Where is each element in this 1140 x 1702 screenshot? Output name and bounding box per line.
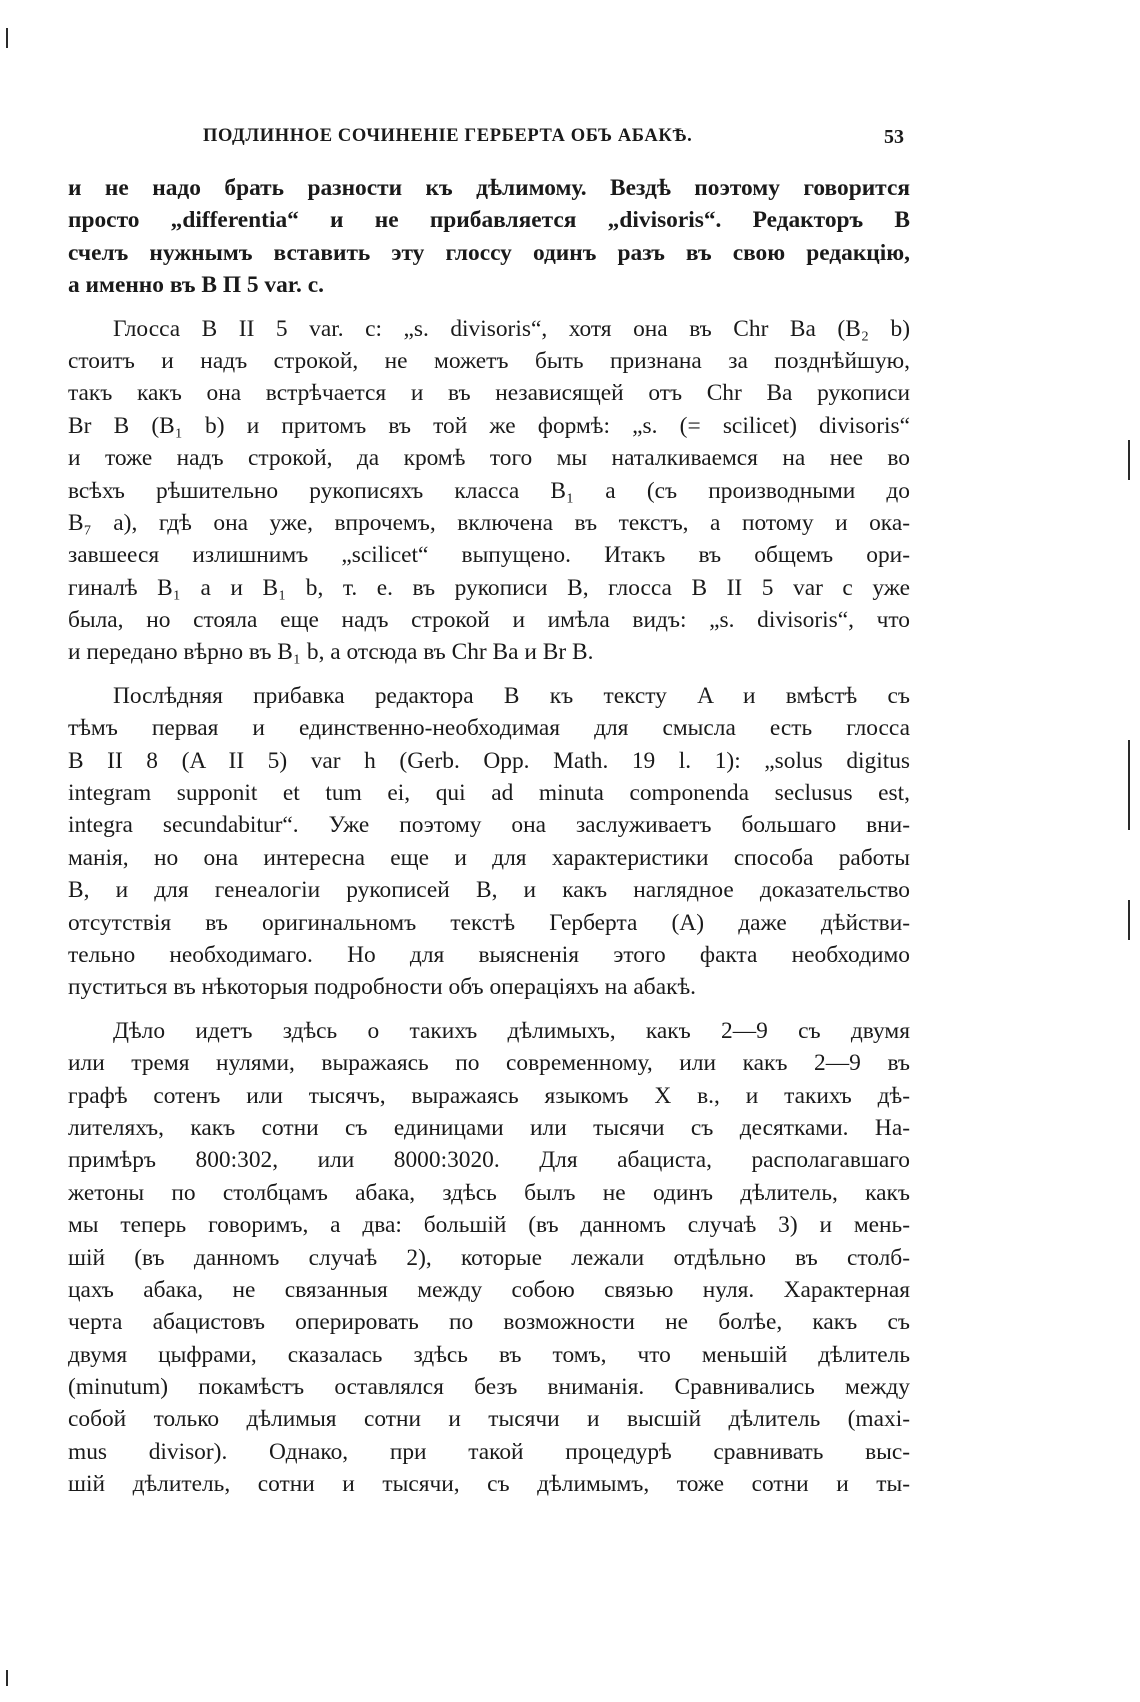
paragraph-4	[68, 1015, 910, 1501]
text-line: и не надо брать разности къ дѣлимому. Вездѣ поэтому говорится	[68, 175, 910, 201]
scan-edge-mark-left	[6, 28, 8, 48]
text-line: а именно въ B П 5 var. c.	[68, 272, 324, 299]
text-line: гиналѣ B₁ a и B₁ b, т. е. въ рукописи B, глосса B II 5 var c уже	[68, 574, 910, 601]
text-line: завшееся излишнимъ „scilicet“ выпущено. Итакъ въ общемъ ори-	[68, 542, 910, 569]
text-line: просто „differentia“ и не прибавляется „divisoris“. Редакторъ B	[68, 207, 910, 234]
text-line: B II 8 (A II 5) var h (Gerb. Opp. Math. 19 l. 1): „solus digitus	[68, 747, 910, 774]
text-line: мы теперь говоримъ, а два: большій (въ данномъ случаѣ 3) и мень-	[68, 1212, 910, 1239]
text-line: собой только дѣлимыя сотни и тысячи и высшій дѣлитель (maxi-	[68, 1406, 910, 1433]
text-line: или тремя нулями, выражаясь по современному, или какъ 2—9 въ	[68, 1050, 910, 1077]
text-line: B₇ a), гдѣ она уже, впрочемъ, включена въ текстъ, а потому и ока-	[68, 509, 910, 536]
text-line: Послѣдняя прибавка редактора B къ тексту A и вмѣстѣ съ	[113, 682, 910, 709]
text-line: Br B (B₁ b) и притомъ въ той же формѣ: „s. (= scilicet) divisoris“	[68, 412, 910, 439]
running-title: ПОДЛИННОЕ СОЧИНЕНІЕ ГЕРБЕРТА ОБЪ АБАКѢ.	[203, 126, 693, 146]
text-line: всѣхъ рѣшительно рукописяхъ класса B₁ a (съ производными до	[68, 477, 910, 504]
text-line: B, и для генеалогіи рукописей B, и какъ наглядное доказательство	[68, 877, 910, 904]
paragraph-3	[68, 680, 910, 1004]
text-line: жетоны по столбцамъ абака, здѣсь былъ не одинъ дѣлитель, какъ	[68, 1179, 910, 1206]
text-line: integram supponit et tum ei, qui ad minuta componenda seclusus est,	[68, 780, 910, 807]
text-line: и тоже надъ строкой, да кромѣ того мы наталкиваемся на нее во	[68, 445, 910, 472]
text-line: такъ какъ она встрѣчается и въ независящей отъ Chr Ba рукописи	[68, 380, 910, 407]
text-line: Дѣло идетъ здѣсь о такихъ дѣлимыхъ, какъ 2—9 съ двумя	[113, 1017, 910, 1044]
text-line: Глосса B II 5 var. c: „s. divisoris“, хотя она въ Chr Ba (B₂ b)	[113, 315, 910, 342]
text-line: примѣръ 800:302, или 8000:3020. Для абациста, располагавшаго	[68, 1147, 910, 1174]
text-line: была, но стояла еще надъ строкой и имѣла видъ: „s. divisoris“, что	[68, 607, 910, 634]
scan-edge-mark-right	[1128, 440, 1130, 480]
paragraph-2	[68, 313, 910, 669]
text-line: черта абацистовъ оперировать по возможности не болѣе, какъ съ	[68, 1309, 910, 1336]
text-line: отсутствія въ оригинальномъ текстѣ Герберта (A) даже дѣйстви-	[68, 909, 910, 936]
text-line: цахъ абака, не связанныя между собою связью нуля. Характерная	[68, 1276, 910, 1303]
text-line: манія, но она интересна еще и для характеристики способа работы	[68, 844, 910, 871]
text-line: лителяхъ, какъ сотни съ единицами или тысячи съ десятками. На-	[68, 1114, 910, 1141]
text-line: тельно необходимаго. Но для выясненія этого факта необходимо	[68, 941, 910, 968]
paragraph-1	[68, 172, 910, 302]
text-line: графѣ сотенъ или тысячъ, выражаясь языкомъ X в., и такихъ дѣ-	[68, 1082, 910, 1109]
text-line: mus divisor). Однако, при такой процедурѣ сравнивать выс-	[68, 1438, 910, 1465]
text-line: двумя цыфрами, сказалась здѣсь въ томъ, что меньшій дѣлитель	[68, 1341, 910, 1368]
body-text	[68, 172, 910, 1501]
text-line: integra secundabitur“. Уже поэтому она заслуживаетъ большаго вни-	[68, 812, 910, 839]
text-line: (minutum) покамѣстъ оставлялся безъ вниманія. Сравнивались между	[68, 1374, 910, 1401]
text-line: стоитъ и надъ строкой, не можетъ быть признана за позднѣйшую,	[68, 347, 910, 374]
page-header	[68, 124, 910, 154]
scan-edge-mark-right-2	[1128, 740, 1130, 830]
text-line: шій (въ данномъ случаѣ 2), которые лежали отдѣльно въ столб-	[68, 1244, 910, 1271]
text-line: счелъ нужнымъ вставить эту глоссу одинъ разъ въ свою редакцію,	[68, 239, 910, 266]
text-line: пуститься въ нѣкоторыя подробности объ операціяхъ на абакѣ.	[68, 974, 696, 1001]
text-line: и передано вѣрно въ B₁ b, а отсюда въ Chr Ba и Br B.	[68, 639, 594, 666]
text-line: тѣмъ первая и единственно-необходимая для смысла есть глосса	[68, 715, 910, 742]
page-number: 53	[884, 126, 904, 148]
scan-edge-mark-left-lower	[6, 1670, 8, 1686]
scan-edge-mark-right-3	[1128, 900, 1130, 940]
text-line: шій дѣлитель, сотни и тысячи, съ дѣлимымъ, тоже сотни и ты-	[68, 1471, 910, 1498]
